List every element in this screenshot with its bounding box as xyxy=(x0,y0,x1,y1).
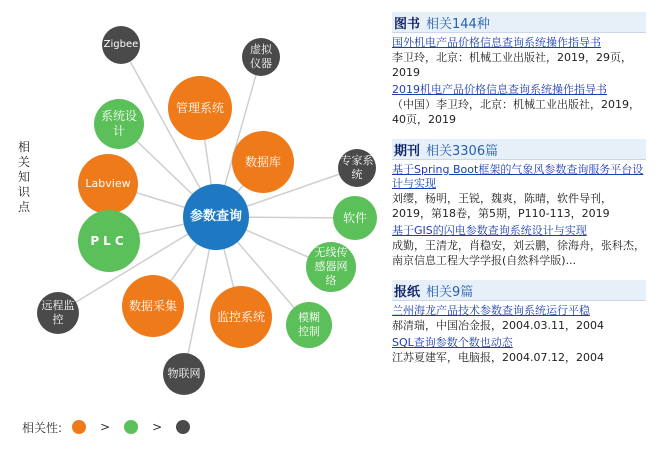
graph-node[interactable] xyxy=(338,149,376,187)
section-title: 报纸 xyxy=(394,284,421,300)
section-journals xyxy=(392,139,646,268)
section-count[interactable]: 相关144种 xyxy=(426,16,490,32)
journal-meta: 成勤，王清龙，肖稳安，刘云鹏，徐海舟，张科杰，南京信息工程大学学报(自然科学版)... xyxy=(392,239,645,267)
graph-node[interactable] xyxy=(286,302,332,348)
graph-node-label: 模糊控制 xyxy=(298,311,320,338)
legend-orange-dot xyxy=(72,420,86,434)
graph-node[interactable] xyxy=(78,210,140,272)
legend-gt: > xyxy=(100,420,111,434)
graph-node[interactable] xyxy=(102,26,140,64)
graph-node-label: 系统设计 xyxy=(101,109,138,138)
section-books xyxy=(392,12,646,127)
graph-node[interactable] xyxy=(163,353,205,395)
section-count[interactable]: 相关9篇 xyxy=(426,284,474,300)
graph-node-label: 虚拟仪器 xyxy=(250,43,272,70)
journal-link[interactable]: 基于GIS的闪电参数查询系统设计与实现 xyxy=(392,224,587,237)
section-title: 图书 xyxy=(394,16,421,32)
graph-node-label: PLC xyxy=(90,233,128,248)
graph-node[interactable] xyxy=(78,154,138,214)
graph-node[interactable] xyxy=(210,286,272,348)
graph-node-label: 物联网 xyxy=(167,367,201,381)
newspaper-link[interactable]: 兰州海龙产品技术参数查询系统运行平稳 xyxy=(392,304,590,317)
relevance-legend xyxy=(22,418,200,436)
newspaper-meta: 江苏夏建军，电脑报，2004.07.12，2004 xyxy=(392,351,604,364)
book-meta: 李卫玲，北京：机械工业出版社，2019，29页，2019 xyxy=(392,51,632,79)
journal-meta: 刘缨，杨明，王锐，魏爽，陈晴，软件导刊，2019，第18卷，第5期，P110-113，2019 xyxy=(392,192,612,220)
section-count[interactable]: 相关3306篇 xyxy=(426,143,499,159)
graph-node[interactable] xyxy=(37,292,79,334)
related-knowledge-label: 相关知识点 xyxy=(18,140,31,214)
graph-node-label: 管理系统 xyxy=(175,100,224,115)
section-newspapers xyxy=(392,280,646,365)
literature-panel xyxy=(392,0,646,365)
legend-dark-dot xyxy=(176,420,190,434)
graph-node[interactable] xyxy=(242,38,280,76)
legend-gt: > xyxy=(152,420,163,434)
section-header xyxy=(392,280,646,301)
graph-node-label: Zigbee xyxy=(103,38,139,50)
book-link[interactable]: 2019机电产品价格信息查询系统操作指导书 xyxy=(392,83,607,96)
graph-node-label: Labview xyxy=(85,177,131,191)
legend-green-dot xyxy=(124,420,138,434)
graph-node-label: 远程监控 xyxy=(41,299,75,326)
graph-node[interactable] xyxy=(94,99,144,149)
section-title: 期刊 xyxy=(394,143,421,159)
graph-node[interactable] xyxy=(168,76,232,140)
graph-node-label: 软件 xyxy=(342,210,367,225)
graph-node-label: 监控系统 xyxy=(216,309,265,324)
graph-node-label: 数据库 xyxy=(244,154,281,169)
graph-node-label: 专家系统 xyxy=(340,154,374,181)
graph-node-label: 数据采集 xyxy=(128,298,177,313)
section-header xyxy=(392,12,646,33)
graph-node[interactable] xyxy=(306,242,356,292)
center-node[interactable] xyxy=(183,184,249,250)
section-header xyxy=(392,139,646,160)
graph-node[interactable] xyxy=(232,131,294,193)
book-meta: （中国）李卫玲，北京：机械工业出版社，2019，40页，2019 xyxy=(392,98,640,126)
newspaper-meta: 郝清瑞，中国冶金报，2004.03.11，2004 xyxy=(392,319,604,332)
graph-node[interactable] xyxy=(333,196,377,240)
legend-label: 相关性: xyxy=(22,420,63,435)
center-node-label: 参数查询 xyxy=(189,208,242,224)
newspaper-link[interactable]: SQL查询参数个数也动态 xyxy=(392,336,513,349)
book-link[interactable]: 国外机电产品价格信息查询系统操作指导书 xyxy=(392,36,601,49)
journal-link[interactable]: 基于Spring Boot框架的气象风参数查询服务平台设计与实现 xyxy=(392,163,644,190)
graph-node[interactable] xyxy=(122,275,184,337)
graph-node-label: 无线传感器网络 xyxy=(314,246,348,287)
